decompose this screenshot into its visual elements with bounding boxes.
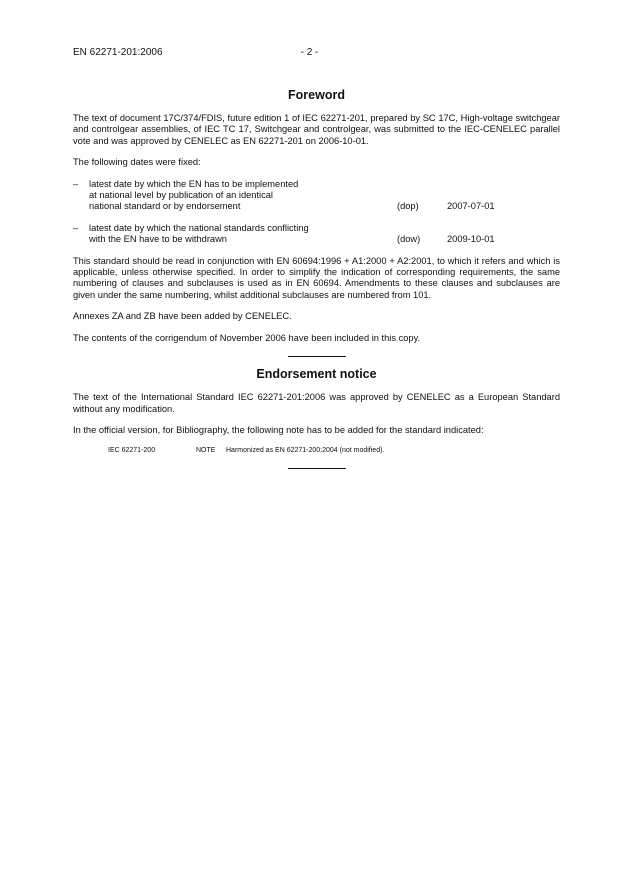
date-value: 2009-10-01 (447, 234, 495, 245)
section-divider (288, 356, 346, 357)
date-code: (dop) (397, 201, 419, 212)
header-document-id: EN 62271-201:2006 (73, 47, 163, 58)
date-value: 2007-07-01 (447, 201, 495, 212)
foreword-title: Foreword (288, 88, 345, 102)
note-label: NOTE (196, 447, 216, 455)
endorsement-paragraph: The text of the International Standard IEC 62271-201:2006 was approved by CENELEC as a European Standard without any modification. (73, 392, 560, 414)
dates-intro: The following dates were fixed: (73, 157, 201, 168)
note-standard-ref: IEC 62271-200 (108, 447, 156, 455)
conjunction-paragraph: This standard should be read in conjunction with EN 60694:1996 + A1:2000 + A2:2001, to which it refers and which is applicable, unless otherwise specified. In order to simplify the indication of corresponding requirements, the same numbering of clauses and subclauses is used as in EN 60694. Amendments to these clauses and subclauses are given under the same numbering, whilst additional subclauses are numbered from 101. (73, 255, 560, 300)
date-description (89, 179, 397, 213)
date-description-line: with the EN have to be withdrawn (89, 234, 227, 245)
corrigendum-paragraph: The contents of the corrigendum of November 2006 have been included in this copy. (73, 332, 421, 343)
date-item-dop (73, 179, 560, 213)
dates-list (73, 179, 560, 246)
date-description-line: latest date by which the national standards conflicting (89, 222, 309, 233)
bibliography-note (108, 446, 560, 456)
header-page-number: - 2 - (300, 47, 319, 58)
annexes-paragraph: Annexes ZA and ZB have been added by CENELEC. (73, 311, 292, 322)
list-bullet: – (73, 178, 79, 189)
foreword-section (73, 88, 560, 344)
endorsement-section (73, 367, 560, 456)
date-code: (dow) (397, 234, 421, 245)
note-text: Harmonized as EN 62271-200:2004 (not modified). (226, 447, 385, 455)
page-body (73, 88, 560, 479)
date-item-dow (73, 223, 560, 246)
date-description-line: at national level by publication of an identical (89, 190, 273, 201)
foreword-paragraph: The text of document 17C/374/FDIS, future edition 1 of IEC 62271-201, prepared by SC 17C, High-voltage switchgear and controlgear assemblies, of IEC TC 17, Switchgear and controlgear, was submitted to the IEC-CENELEC parallel vote and was approved by CENELEC as EN 62271-201 on 2006-10-01. (73, 113, 560, 146)
date-description (89, 223, 397, 246)
list-bullet: – (73, 222, 79, 233)
section-divider (288, 468, 346, 469)
endorsement-title: Endorsement notice (256, 367, 377, 382)
bibliography-paragraph: In the official version, for Bibliography, the following note has to be added for the standard indicated: (73, 424, 484, 435)
date-description-line: latest date by which the EN has to be implemented (89, 178, 299, 189)
date-description-line: national standard or by endorsement (89, 201, 241, 212)
